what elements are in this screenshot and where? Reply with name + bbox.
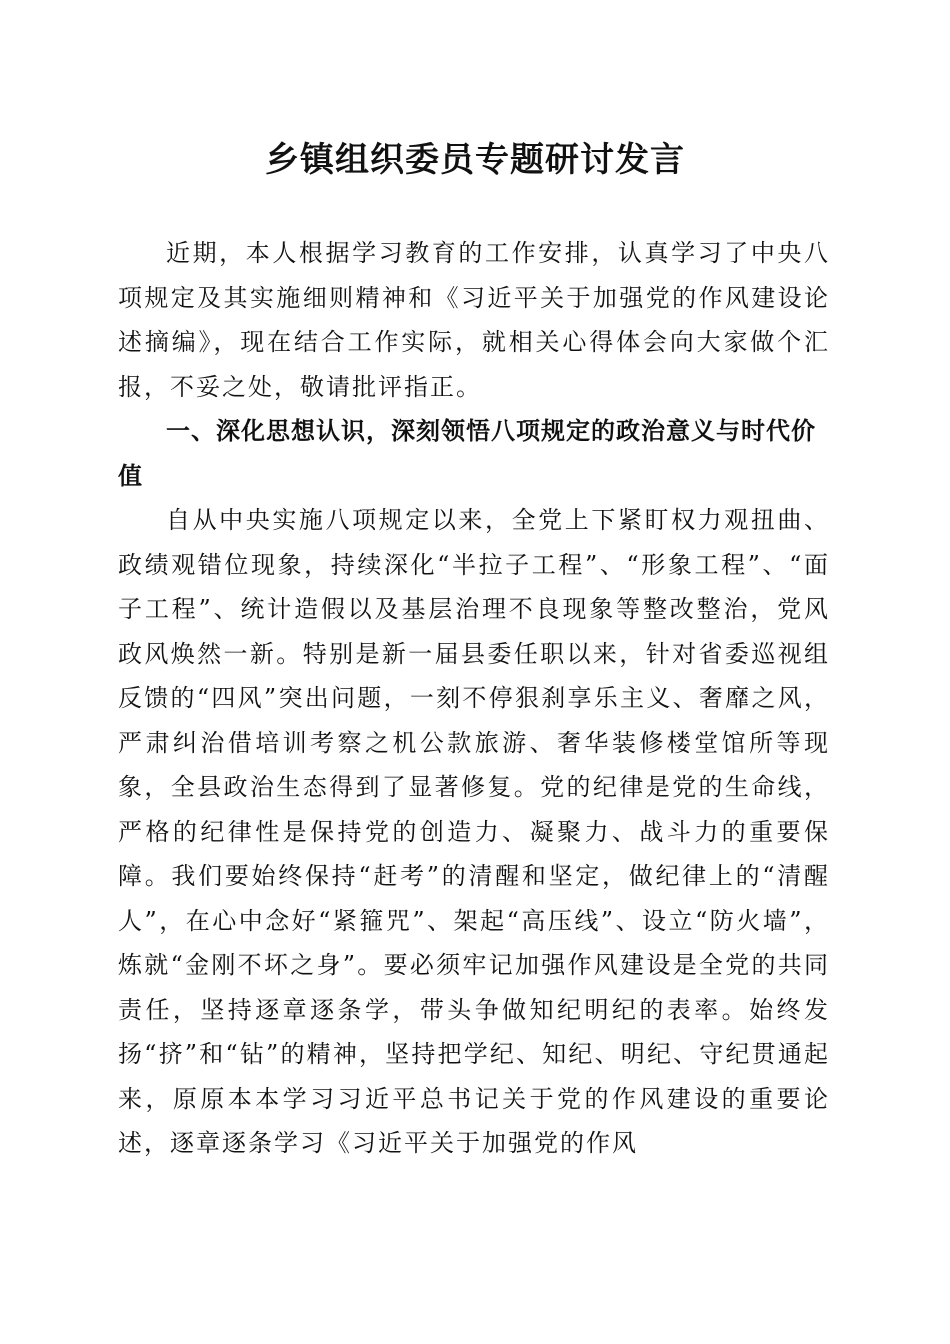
intro-paragraph: 近期，本人根据学习教育的工作安排，认真学习了中央八项规定及其实施细则精神和《习近平关于加强党的作风建设论述摘编》，现在结合工作实际，就相关心得体会向大家做个汇报，不妥之处，敬请批评指正。 <box>118 239 830 401</box>
section-1-heading: 一、深化思想认识，深刻领悟八项规定的政治意义与时代价值 <box>118 417 816 490</box>
document-title: 乡镇组织委员专题研讨发言 <box>265 140 685 180</box>
section-1-paragraph: 自从中央实施八项规定以来，全党上下紧盯权力观扭曲、政绩观错位现象，持续深化“半拉子工程”、“形象工程”、“面子工程”、统计造假以及基层治理不良现象等整改整治，党风政风焕然一新。特别是新一届县委任职以来，针对省委巡视组反馈的“四风”突出问题，一刻不停狠刹享乐主义、奢靡之风，严肃纠治借培训考察之机公款旅游、奢华装修楼堂馆所等现象，全县政治生态得到了显著修复。党的纪律是党的生命线，严格的纪律性是保持党的创造力、凝聚力、战斗力的重要保障。我们要始终保持“赶考”的清醒和坚定，做纪律上的“清醒人”，在心中念好“紧箍咒”、架起“高压线”、设立“防火墙”，炼就“金刚不坏之身”。要必须牢记加强作风建设是全党的共同责任，坚持逐章逐条学，带头争做知纪明纪的表率。始终发扬“挤”和“钻”的精神，坚持把学纪、知纪、明纪、守纪贯通起来，原原本本学习习近平总书记关于党的作风建设的重要论述，逐章逐条学习《习近平关于加强党的作风 <box>118 506 830 1157</box>
document-body <box>118 231 830 1166</box>
